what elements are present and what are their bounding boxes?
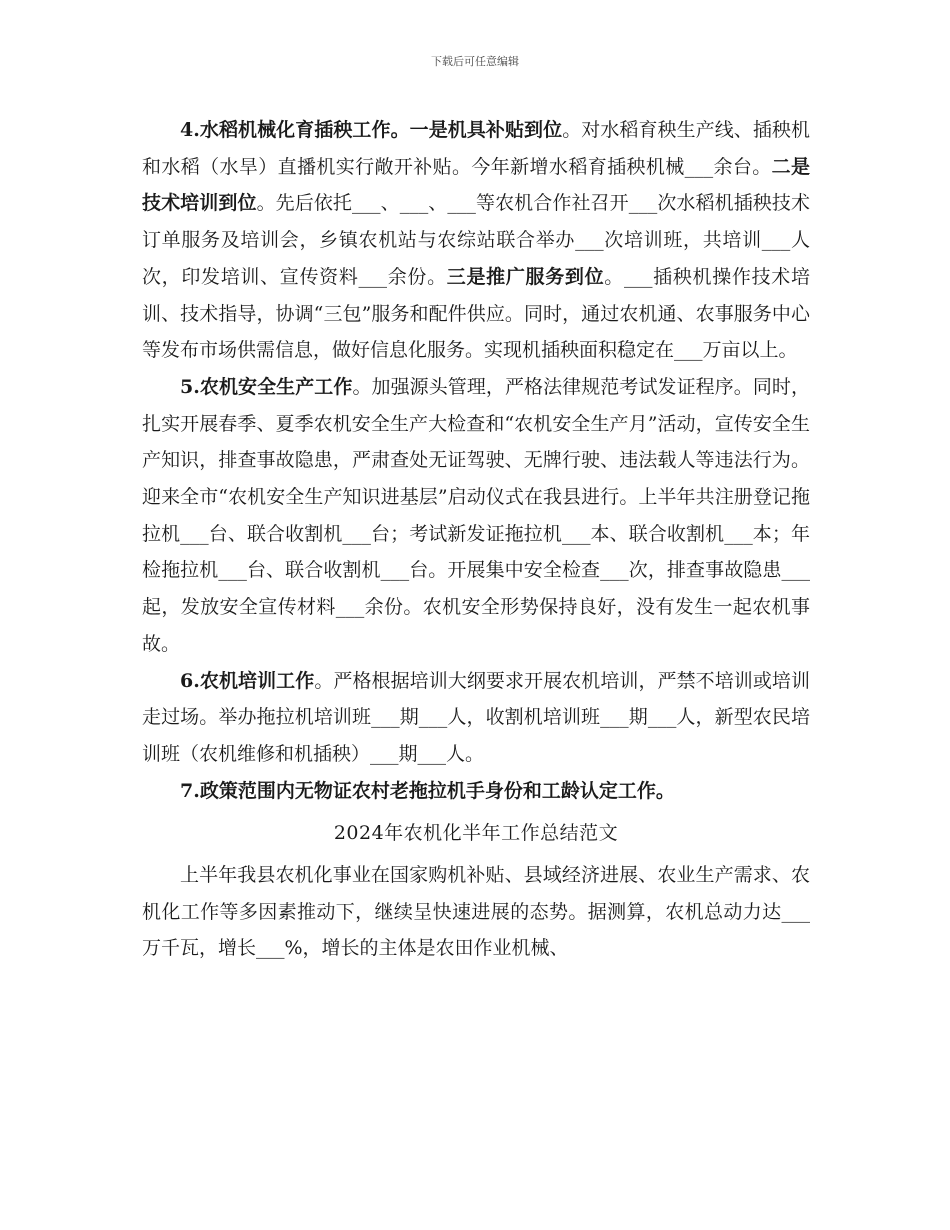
paragraph-7-heading: 7.政策范围内无物证农村老拖拉机手身份和工龄认定工作。 [180,779,675,802]
paragraph-4-lead-3: 三是推广服务到位 [446,265,605,288]
paragraph-6-heading: 6.农机培训工作 [180,669,315,692]
document-title: 2024年农机化半年工作总结范文 [333,822,619,845]
paragraph-7 [142,773,810,810]
paragraph-4 [142,112,810,369]
paragraph-5 [142,369,810,663]
paragraph-6-text: 。严格根据培训大纲要求开展农机培训，严禁不培训或培训走过场。举办拖拉机培训班___期___人，收割机培训班___期___人，新型农民培训班（农机维修和机插秧）___期___人。 [142,669,810,765]
paragraph-6 [142,663,810,773]
paragraph-4-heading: 4.水稻机械化育插秧工作。 [180,119,410,141]
paragraph-5-heading: 5.农机安全生产工作 [180,375,353,398]
paragraph-4-lead-1: 一是机具补贴到位 [409,119,563,141]
paragraph-4-text-2: 。先后依托___、___、___等农机合作社召开___次水稻机插秧技术订单服务及培训会，乡镇农机站与农综站联合举办___次培训班，共培训___人次，印发培训、宣传资料___余份。 [142,192,810,288]
paragraph-4-text-1: 。对水稻育秧生产线、插秧机和水稻（水旱）直播机实行敞开补贴。今年新增水稻育插秧机械___余台。 [142,119,810,178]
paragraph-4-text-3: 。___插秧机操作技术培训、技术指导，协调“三包”服务和配件供应。同时，通过农机通、农事服务中心等发布市场供需信息，做好信息化服务。实现机插秧面积稳定在___万亩以上。 [142,265,810,362]
intro-paragraph: 上半年我县农机化事业在国家购机补贴、县域经济进展、农业生产需求、农机化工作等多因素推动下，继续呈快速进展的态势。据测算，农机总动力达___万千瓦，增长___%，增长的主体是农田作业机械、 [142,864,810,960]
document-body [142,112,810,967]
page-header: 下载后可任意编辑 [431,55,519,68]
paragraph-4-lead-2: 二是技术培训到位 [142,155,810,215]
paragraph-5-text: 。加强源头管理，严格法律规范考试发证程序。同时，扎实开展春季、夏季农机安全生产大检查和“农机安全生产月”活动，宣传安全生产知识，排查事故隐患，严肃查处无证驾驶、无牌行驶、违法载人等违法行为。迎来全市“农机安全生产知识进基层”启动仪式在我县进行。上半年共注册登记拖拉机___台、联合收割机___台；考试新发证拖拉机___本、联合收割机___本；年检拖拉机___台、联合收割机___台。开展集中安全检查___次，排查事故隐患___起，发放安全宣传材料___余份。农机安全形势保持良好，没有发生一起农机事故。 [142,375,810,655]
